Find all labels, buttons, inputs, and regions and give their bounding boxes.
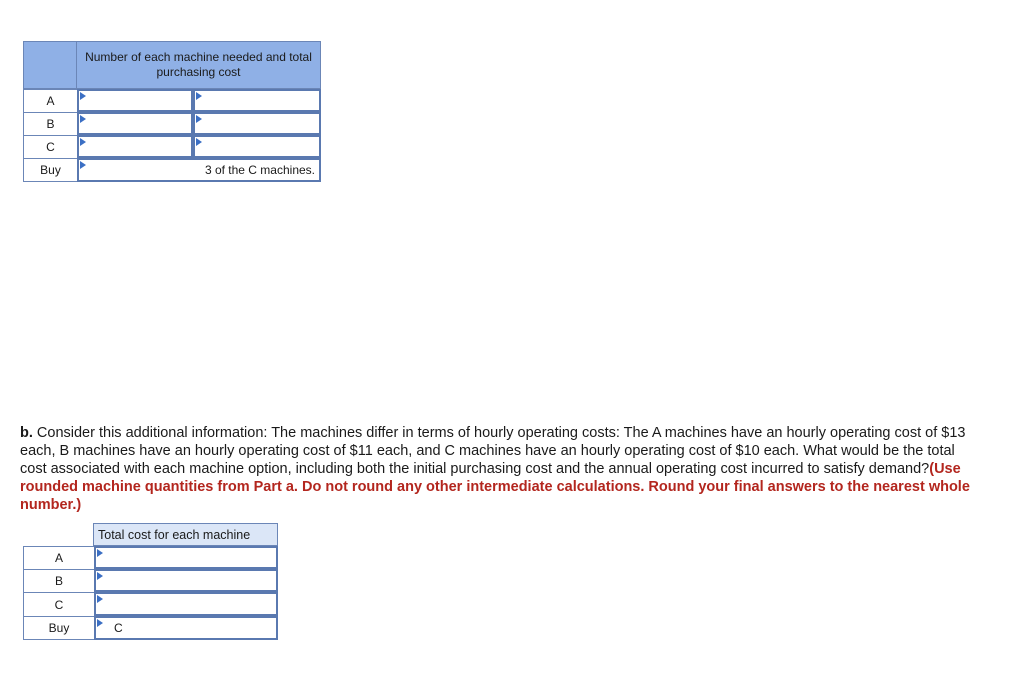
table2-c-total-input[interactable]	[94, 592, 278, 616]
table1-b-quantity-input[interactable]	[77, 112, 193, 135]
table1-row-label-b	[23, 112, 77, 135]
table2-buy-input[interactable]	[94, 616, 278, 640]
table1-row-label-c	[23, 135, 77, 158]
table1-c-cost-input[interactable]	[193, 135, 321, 158]
table2-row-label-a	[23, 546, 94, 569]
table1-column-header	[76, 41, 321, 89]
table2-column-header	[93, 523, 278, 546]
row-label-text: Buy	[40, 163, 61, 177]
row-label-text: Buy	[48, 621, 70, 635]
question-b-text	[20, 424, 980, 514]
table2-header-label: Total cost for each machine	[98, 527, 251, 542]
buy-value-text: C	[114, 621, 123, 635]
input-marker-icon	[80, 161, 86, 169]
table2-row-label-c	[23, 592, 94, 616]
row-label-text: A	[46, 94, 55, 108]
input-marker-icon	[97, 619, 103, 627]
table2-row-label-buy	[23, 616, 94, 640]
table1-header-label: Number of each machine needed and total purchasing cost	[85, 50, 312, 79]
input-marker-icon	[196, 92, 202, 100]
input-marker-icon	[97, 572, 103, 580]
input-marker-icon	[80, 115, 86, 123]
question-b-lead: b.	[20, 425, 33, 441]
table1-corner-header	[23, 41, 77, 89]
row-label-text: A	[54, 551, 63, 565]
row-label-text: B	[54, 574, 63, 588]
table1-buy-answer-field[interactable]	[77, 158, 321, 182]
table1-c-quantity-input[interactable]	[77, 135, 193, 158]
table1-row-label-a	[23, 89, 77, 112]
input-marker-icon	[97, 549, 103, 557]
table1-b-cost-input[interactable]	[193, 112, 321, 135]
table2-row-label-b	[23, 569, 94, 592]
input-marker-icon	[196, 115, 202, 123]
table1-a-cost-input[interactable]	[193, 89, 321, 112]
buy-answer-text: 3 of the C machines.	[204, 163, 315, 177]
row-label-text: C	[54, 597, 64, 612]
row-label-text: C	[46, 140, 55, 154]
table2-a-total-input[interactable]	[94, 546, 278, 569]
input-marker-icon	[80, 138, 86, 146]
question-b-instruction: (Use rounded machine quantities from Part a. Do not round any other intermediate calculations. Round your final answers to the nearest whole number.)	[20, 461, 970, 513]
question-b-body: Consider this additional information: The machines differ in terms of hourly operating costs: The A machines have an hourly operating cost of $13 each, B machines have an hourly operating cost of $11 each, and C machines have an hourly operating cost of $10 each. What would be the total cost associated with each machine option, including both the initial purchasing cost and the annual operating cost incurred to satisfy demand?	[20, 425, 966, 477]
input-marker-icon	[196, 138, 202, 146]
table1-row-label-buy	[23, 158, 77, 182]
table1-a-quantity-input[interactable]	[77, 89, 193, 112]
row-label-text: B	[46, 117, 55, 131]
input-marker-icon	[97, 595, 103, 603]
input-marker-icon	[80, 92, 86, 100]
table2-b-total-input[interactable]	[94, 569, 278, 592]
